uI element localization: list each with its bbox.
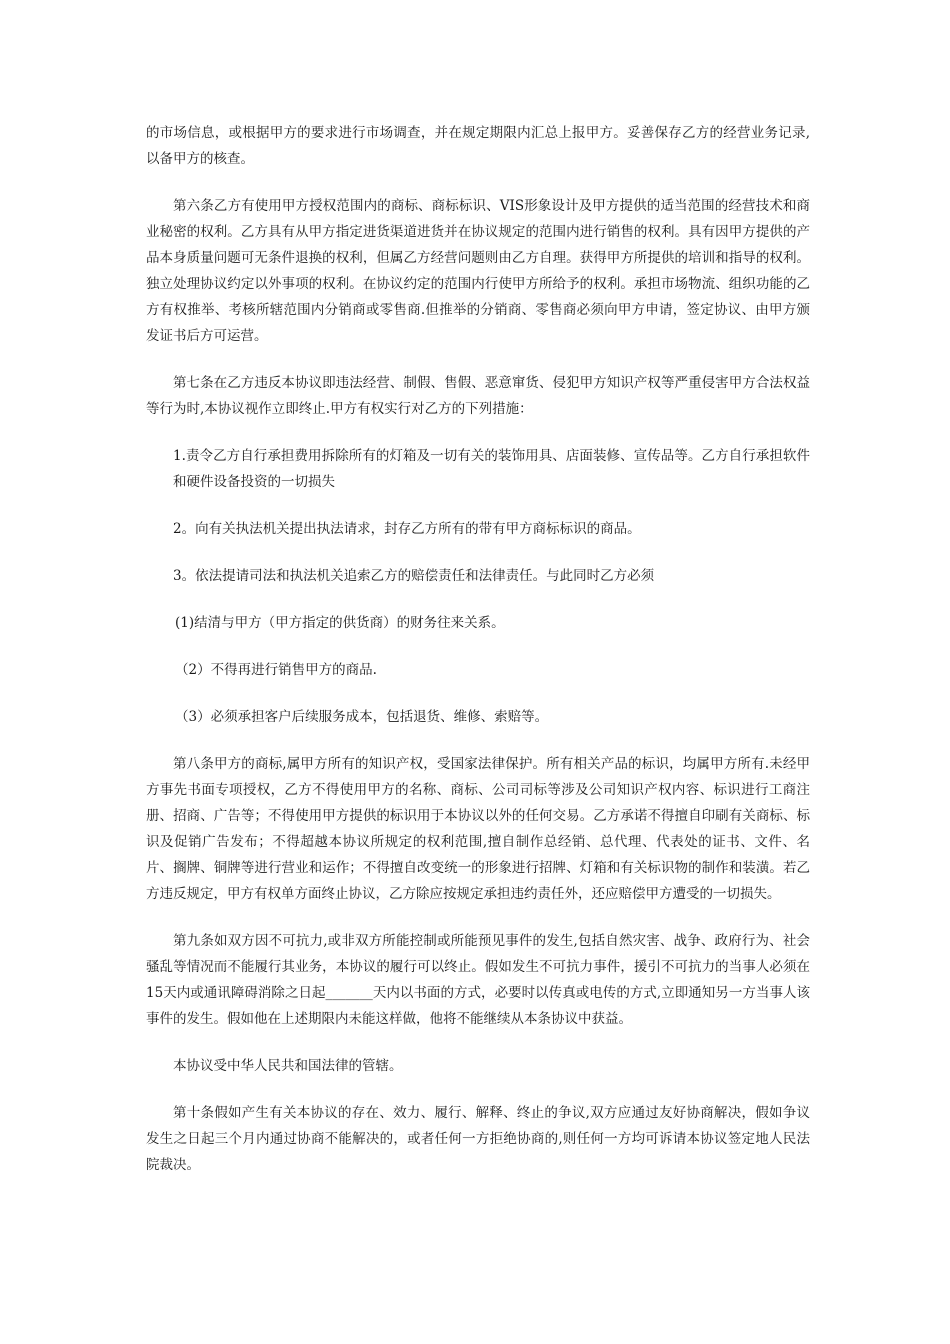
sub-item-2: （2）不得再进行销售甲方的商品. [175, 662, 377, 678]
paragraph-article-6: 第六条乙方有使用甲方授权范围内的商标、商标标识、VIS形象设计及甲方提供的适当范围的经营技术和商业秘密的权利。乙方具有从甲方指定进货渠道进货并在协议规定的范围内进行销售的权利。具有因甲方提供的产品本身质量问题可无条件退换的权利，但属乙方经营问题则由乙方自理。获得甲方所提供的培训和指导的权利。独立处理协议约定以外事项的权利。在协议约定的范围内行使甲方所给予的权利。承担市场物流、组织功能的乙方有权推举、考核所辖范围内分销商或零售商.但推举的分销商、零售商必须向甲方申请，签定协议、由甲方颁发证书后方可运营。 [146, 198, 810, 344]
paragraph-market-info: 的市场信息，或根据甲方的要求进行市场调查，并在规定期限内汇总上报甲方。妥善保存乙方的经营业务记录,以备甲方的核查。 [146, 125, 810, 167]
paragraph-article-8: 第八条甲方的商标,属甲方所有的知识产权，受国家法律保护。所有相关产品的标识，均属甲方所有.未经甲方事先书面专项授权，乙方不得使用甲方的名称、商标、公司司标等涉及公司知识产权内容、标识进行工商注册、招商、广告等；不得使用甲方提供的标识用于本协议以外的任何交易。乙方承诺不得擅自印刷有关商标、标识及促销广告发布；不得超越本协议所规定的权利范围,擅自制作总经销、总代理、代表处的证书、文件、名片、搁牌、铜牌等进行营业和运作；不得擅自改变统一的形象进行招牌、灯箱和有关标识物的制作和装潢。若乙方违反规定，甲方有权单方面终止协议，乙方除应按规定承担违约责任外，还应赔偿甲方遭受的一切损失。 [146, 756, 810, 902]
sub-item-3: （3）必须承担客户后续服务成本，包括退货、维修、索赔等。 [175, 709, 549, 725]
list-item-measure-1: 1.责令乙方自行承担费用拆除所有的灯箱及一切有关的装饰用具、店面装修、宣传品等。乙方自行承担软件和硬件设备投资的一切损失 [173, 448, 810, 490]
paragraph-article-7: 第七条在乙方违反本协议即违法经营、制假、售假、恶意窜货、侵犯甲方知识产权等严重侵害甲方合法权益等行为时,本协议视作立即终止.甲方有权实行对乙方的下列措施： [146, 375, 810, 417]
paragraph-article-10: 第十条假如产生有关本协议的存在、效力、履行、解释、终止的争议,双方应通过友好协商解决，假如争议发生之日起三个月内通过协商不能解决的，或者任何一方拒绝协商的,则任何一方均可诉请本协议签定地人民法院裁决。 [146, 1105, 810, 1173]
list-item-measure-3: 3。依法提请司法和执法机关追索乙方的赔偿责任和法律责任。与此同时乙方必须 [173, 568, 655, 584]
list-item-measure-2: 2。向有关执法机关提出执法请求，封存乙方所有的带有甲方商标标识的商品。 [173, 521, 641, 537]
paragraph-article-9: 第九条如双方因不可抗力,或非双方所能控制或所能预见事件的发生,包括自然灾害、战争、政府行为、社会骚乱等情况而不能履行其业务，本协议的履行可以终止。假如发生不可抗力事件，援引不可抗力的当事人必须在15天内或通讯障碍消除之日起_______天内以书面的方式，必要时以传真或电传的方式,立即通知另一方当事人该事件的发生。假如他在上述期限内未能这样做，他将不能继续从本条协议中获益。 [146, 933, 810, 1027]
paragraph-governing-law: 本协议受中华人民共和国法律的管辖。 [173, 1058, 403, 1074]
document-page [146, 120, 810, 1199]
sub-item-1: (1)结清与甲方（甲方指定的供货商）的财务往来关系。 [175, 615, 505, 631]
